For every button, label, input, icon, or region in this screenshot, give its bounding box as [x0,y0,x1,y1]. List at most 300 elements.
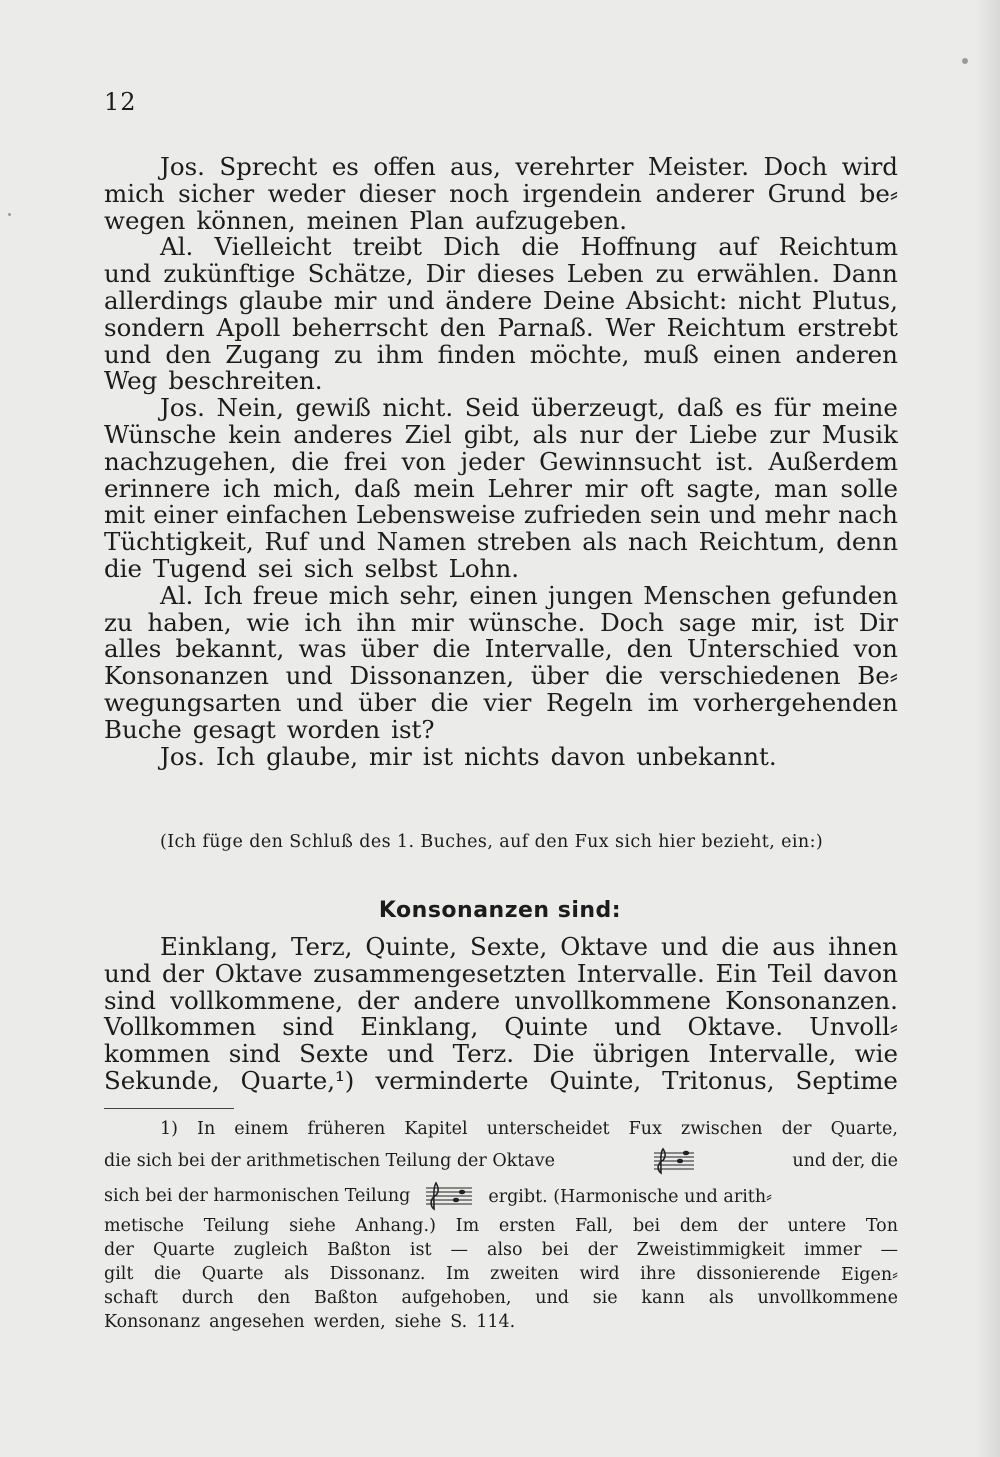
word: zweiten [490,1264,559,1284]
word: allerdings [104,285,229,315]
word: Tugend [153,553,247,583]
page-number: 12 [104,88,137,116]
text-line [104,1041,898,1068]
word: verehrter [515,152,634,181]
text-line [104,934,898,961]
word: den [165,339,212,369]
footnote-text: ergibt. (Harmonische und arith⸗ [488,1186,772,1207]
word: Regeln [546,687,633,717]
word: man [774,473,828,503]
text-line [104,502,898,529]
word: sein [649,500,701,530]
word: gilt [104,1264,134,1284]
paragraph [104,154,898,234]
word: Im [446,1264,470,1284]
word: also [487,1240,523,1260]
footnote-line [104,1214,898,1238]
text-line [104,446,898,476]
word: zu [333,339,363,369]
text-line [104,1065,898,1095]
text-line [104,741,898,771]
word: Buche [104,714,182,744]
word: mir [584,473,628,503]
word: den [257,1288,291,1308]
word: und [104,958,152,988]
dialogue-block [104,154,898,770]
word: Doch [763,152,828,181]
word: den [439,312,486,342]
word: immer [803,1240,862,1260]
word: Konsonanzen [104,661,269,691]
word: Liebe [688,419,758,449]
footnote-text: die sich bei der arithmetischen Teilung der Oktave [104,1151,555,1171]
word: dieses [476,259,555,289]
word: glaube [238,285,323,315]
word: einen [712,339,782,369]
word: daß [676,393,724,423]
paragraph [104,234,898,395]
text-line [104,419,898,449]
word: als [284,1264,310,1284]
word: nichts [464,741,540,771]
word: sagte, [686,473,762,503]
word: zusammengesetzten [313,958,567,988]
word: unvollkommene [514,985,712,1015]
word: unvollkommene [757,1288,898,1308]
word: als [708,1288,734,1308]
word: Septime [795,1065,898,1095]
word: mehr [764,500,830,530]
word: verminderte [375,1065,529,1095]
word: und [614,1012,662,1042]
word: Apoll [216,312,281,342]
text-line [104,958,898,988]
word: unbekannt. [636,741,777,771]
word: von [853,634,898,664]
word: frei [343,446,387,476]
word: bekannt, [175,634,285,664]
word: mir [369,741,412,771]
word: Ich [215,741,256,771]
word: sicher [178,178,255,208]
word: der [737,1216,768,1236]
editor-note: (Ich füge den Schluß des 1. Buches, auf den Fux sich hier bezieht, ein:) [160,832,824,852]
word: als [582,527,618,557]
word: die [430,687,469,717]
word: Ziel [404,419,452,449]
word: Parnaß. [497,312,594,342]
word: ist? [391,714,435,744]
word: unterscheidet [486,1119,610,1139]
word: Quarte,¹) [240,1065,355,1095]
word: über [530,661,589,691]
word: In [197,1119,216,1139]
word: angesehen [209,1312,305,1332]
word: selbst [364,553,438,583]
text-line [104,473,898,503]
word: bei [541,1240,569,1260]
word: anderer [655,178,755,208]
word: Kapitel [404,1119,468,1139]
word: mich [328,580,390,610]
word: treibt [352,232,423,262]
footnote-text: und der, die [792,1151,898,1171]
word: Tüchtigkeit, [104,527,254,557]
word: weder [267,178,346,208]
word: siehe [289,1216,336,1236]
word: Quarte, [830,1119,898,1139]
word: Jos. [160,152,205,181]
word: ihm [376,339,424,369]
word: wegen [104,205,186,235]
text-line [104,553,898,583]
word: Sexte [299,1039,369,1069]
word: erinnere [104,473,211,503]
word: kann [641,1288,685,1308]
word: Dissonanz. [329,1264,426,1284]
word: Einklang, [160,932,279,961]
word: Teil [767,958,813,988]
word: aufgehoben, [401,1288,512,1308]
footnote-line [104,1286,898,1310]
word: gefunden [781,580,898,610]
word: Ton [865,1216,898,1236]
word: sei [257,553,293,583]
word: wie [854,1039,898,1069]
word: solle [840,473,898,503]
text-line [104,205,898,235]
word: aufzugeben. [475,205,628,235]
word: Quinte, [549,1065,642,1095]
word: Grund [767,178,847,208]
word: mich, [273,473,342,503]
word: Eigen⸗ [840,1264,898,1285]
word: sind [104,985,156,1015]
word: kein [228,419,282,449]
word: davon [823,958,898,988]
word: aus [772,932,816,961]
word: und [104,259,152,289]
word: zukünftige [163,259,296,289]
music-staff-harmonic-fourth [424,1180,474,1212]
word: Jos. [160,741,205,771]
word: offen [373,152,436,181]
footnote-line [104,1238,898,1262]
word: ihn [356,607,397,637]
footnote-line [104,1310,898,1334]
word: Jos. [160,393,205,423]
footnote-line [104,1144,898,1178]
word: Anhang.) [355,1216,436,1236]
text-line [104,714,898,744]
word: als [532,419,568,449]
word: sich [303,553,354,583]
word: Leben [566,259,644,289]
word: die [104,553,143,583]
word: beherrscht [292,312,428,342]
word: im [647,687,679,717]
word: Einklang, [360,1012,479,1042]
word: Lebensweise [355,500,516,530]
word: S. [450,1312,468,1332]
word: daß [354,473,401,503]
word: erwählen. [696,259,820,289]
word: Hoffnung [580,232,698,262]
word: streben [476,527,572,557]
word: finden [437,339,516,369]
word: nicht [738,285,802,315]
word: für [773,393,811,423]
word: ist [409,1240,432,1260]
word: muß [643,339,699,369]
word: Dann [832,259,898,289]
word: beschreiten. [168,366,323,396]
word: Al. [160,232,194,262]
word: von [401,446,446,476]
word: sie [592,1288,618,1308]
word: anderen [795,339,898,369]
word: metische [104,1216,184,1236]
word: ist [813,607,844,637]
word: und [318,527,366,557]
word: die [721,932,760,961]
word: Dir [858,607,898,637]
word: freue [252,580,319,610]
word: nach [627,527,688,557]
word: der [104,1240,134,1260]
word: einen [469,580,538,610]
section-heading: Konsonanzen sind: [378,898,622,923]
word: noch [449,178,510,208]
word: siehe [394,1312,442,1332]
word: Plan [409,205,465,235]
music-staff-arithmetic-fourth [652,1146,696,1176]
word: 114. [476,1312,516,1332]
footnote-line [104,1262,898,1286]
word: Zugang [225,339,320,369]
word: kommen [104,1039,211,1069]
text-line [104,687,898,717]
word: Reichtum [666,312,786,342]
word: Gewinnsucht [539,446,702,476]
word: Absicht: [625,285,728,315]
word: einem [234,1119,289,1139]
word: ich [223,473,261,503]
word: können, [196,205,296,235]
word: ändere [445,285,533,315]
word: sind [282,1012,335,1042]
word: nicht. [382,393,454,423]
word: möchte, [529,339,630,369]
word: Lehrer [487,473,572,503]
word: der [162,958,204,988]
word: der [357,985,400,1015]
word: verschiedenen [659,661,841,691]
word: Zweistimmigkeit [636,1240,785,1260]
word: sage [678,607,737,637]
word: Lohn. [448,553,520,583]
word: Dich [443,232,501,262]
text-line [104,395,898,422]
word: Vielleicht [214,232,332,262]
word: wird [841,152,898,181]
word: Fux [628,1119,662,1139]
word: meinen [306,205,399,235]
word: der [634,419,677,449]
word: dissonierende [696,1264,821,1284]
word: dem [679,1216,719,1236]
word: wegungsarten [104,687,282,717]
word: die [291,446,330,476]
word: Konsonanzen. [725,985,898,1015]
footnote [104,1114,898,1334]
word: Wer [605,312,655,342]
word: Oktave [560,932,648,961]
word: glaube, [266,741,358,771]
word: Seid [464,393,520,423]
word: den [626,634,673,664]
word: sind [228,1039,281,1069]
word: Weg [104,366,158,396]
word: gewiß [295,393,371,423]
word: Intervalle. [576,958,705,988]
word: der [587,1240,618,1260]
word: nachzugehen, [104,446,277,476]
word: ersten [498,1216,556,1236]
word: irgendein [522,178,642,208]
word: — [880,1240,898,1260]
word: Meister. [647,152,750,181]
word: Reichtum, [698,527,826,557]
word: und [104,339,152,369]
word: zugleich [233,1240,309,1260]
word: Dir [425,259,465,289]
word: Im [455,1216,480,1236]
word: ihnen [828,932,898,961]
word: bei [632,1216,661,1236]
word: Die [532,1039,575,1069]
word: Oktave [214,958,303,988]
footnote-line [104,1114,898,1144]
word: auf [718,232,758,262]
word: zufrieden [523,500,642,530]
word: Intervalle, [484,634,613,664]
word: mir, [751,607,799,637]
word: untere [787,1216,847,1236]
word: meine [822,393,898,423]
word: Sekunde, [104,1065,220,1095]
word: vier [483,687,532,717]
word: über [360,634,419,664]
word: werden, [313,1312,386,1332]
word: Ich [203,580,243,610]
word: mich [104,178,165,208]
word: Vollkommen [104,1012,257,1042]
word: mir [410,607,454,637]
footnote-rule [104,1108,234,1109]
word: dieser [358,178,436,208]
word: und [387,285,435,315]
word: Ruf [264,527,308,557]
text-line [104,529,898,556]
page-edge-shadow [974,0,1000,1457]
word: zwischen [681,1119,763,1139]
word: Wünsche [104,419,217,449]
word: Sexte, [470,932,548,961]
word: vorhergehenden [693,687,898,717]
word: was [298,634,347,664]
word: be⸗ [859,178,898,208]
word: und [661,932,709,961]
word: Unvoll⸗ [809,1012,898,1042]
word: die [521,232,560,262]
word: wie [246,607,290,637]
word: schaft [104,1288,158,1308]
text-line [104,339,898,369]
word: aus, [450,152,501,181]
word: anderes [293,419,393,449]
word: Außerdem [768,446,898,476]
word: Quarte [152,1240,215,1260]
word: jeder [460,446,525,476]
word: 1) [160,1119,178,1139]
word: Quarte [201,1264,264,1284]
word: nur [579,419,623,449]
word: mit [104,500,145,530]
word: jungen [547,580,634,610]
word: gibt, [463,419,521,449]
word: Quinte, [365,932,458,961]
word: Plutus, [811,285,898,315]
word: es [735,393,763,423]
paragraph [104,395,898,583]
word: einfachen [225,500,348,530]
word: Fall, [575,1216,614,1236]
word: vollkommene, [170,985,343,1015]
word: Doch [600,607,665,637]
footnote-line [104,1178,898,1214]
konsonanzen-paragraph [104,934,898,1095]
word: Musik [821,419,898,449]
word: durch [181,1288,234,1308]
word: sondern [104,312,205,342]
word: die [605,661,644,691]
word: oft [640,473,674,503]
word: überzeugt, [531,393,666,423]
word: sehr, [399,580,460,610]
word: gesagt [192,714,276,744]
word: Intervalle, [708,1039,837,1069]
word: Schätze, [307,259,414,289]
text-line [104,154,898,181]
word: einer [153,500,218,530]
text-line [104,234,898,261]
word: Baßton [313,1288,378,1308]
word: nach [838,500,898,530]
text-line [104,178,898,208]
word: andere [413,985,501,1015]
text-line [104,312,898,342]
word: Terz. [452,1039,515,1069]
word: der [781,1119,812,1139]
word: Teilung [203,1216,270,1236]
word: worden [286,714,381,744]
word: davon [550,741,626,771]
word: ist [422,741,454,771]
word: früheren [307,1119,386,1139]
word: es [331,152,359,181]
word: mein [413,473,475,503]
